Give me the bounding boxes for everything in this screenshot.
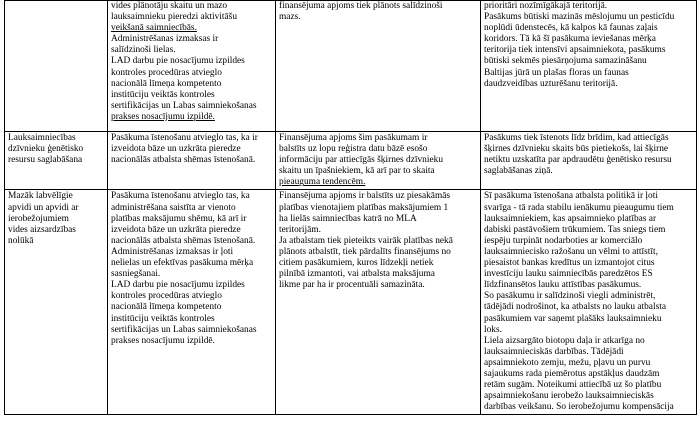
text-line: balstīts uz lopu reģistra datu bāzē esošo — [279, 144, 428, 155]
text-line: LAD darbu pie nosacījumu izpildes — [111, 56, 245, 67]
text-line: vides aizsardzības — [8, 224, 76, 235]
text-line: investīciju lauku saimniecībās paredzētos ES — [484, 269, 653, 280]
table-row — [5, 190, 697, 415]
text-line: likme par ha ir procentuāli samazināta. — [279, 280, 425, 291]
text-line: veikšanā saimniecībās. — [111, 23, 197, 34]
text-line: Pasākums tiek īstenots līdz brīdim, kad attiecīgās — [484, 133, 669, 143]
text-line: šķirnes dzīvnieku skaits būs pietiekošs, lai šķirne — [484, 144, 669, 155]
facilitation-cell — [108, 190, 276, 415]
text-line: skaitu un īpašniekiem, kā arī par to skaita — [279, 166, 435, 177]
text-line: nelielas un efektīvas pasākuma mērķa — [111, 258, 254, 269]
text-line: būtiski sekmēs piesārņojuma samazināšanu — [484, 56, 647, 67]
facilitation-cell — [108, 1, 276, 132]
text-line: iespēju turpināt nodarboties ar komerciālo — [484, 235, 643, 246]
text-line: LAD darbu pie nosacījumu izpildes — [111, 280, 245, 291]
text-line: informāciju par attiecīgās šķirnes dzīvnieku — [279, 155, 444, 166]
text-line: sasniegšanai. — [111, 269, 161, 280]
text-line: finansējuma apjoms tiek plānots salīdzinoši — [279, 1, 443, 11]
text-line: prakses nosacījumu izpildē. — [111, 111, 215, 122]
impact-cell — [481, 1, 697, 132]
text-line: piesaistot bankas kredītus un izmantojot citus — [484, 258, 655, 269]
text-line: sajaukums rada piemērotus apstākļus daudzām — [484, 368, 660, 379]
text-line: apvidi un apvidi ar — [8, 202, 79, 213]
text-line: Pasākuma īstenošanu atvieglo tas, ka ir — [111, 133, 258, 143]
text-line: apsaimniekošanu ierobežo lauksaimnieciskās — [484, 391, 654, 402]
impact-cell — [481, 132, 697, 190]
text-line: teritorija tiek intensīvi apsaimniekota, pasākums — [484, 45, 666, 56]
text-line: nacionālā līmeņa kompetento — [111, 78, 222, 89]
text-line: Pasākuma īstenošanu atvieglo tas, ka — [111, 191, 250, 202]
text-line: plānots atbalstīt, tiek pārdalīts finansējums no — [279, 246, 451, 257]
row-label-cell — [5, 190, 108, 415]
text-line: nacionālās atbalsta shēmas īstenošanā. — [111, 235, 256, 246]
text-line: apsaimniekoto zemju, mežu, pļavu un purvu — [484, 357, 651, 368]
text-line: resursu saglabāšana — [8, 155, 83, 166]
text-line: platības vienotajiem platības maksājumiem 1 — [279, 202, 449, 213]
text-line: institūciju veiktās kontroles — [111, 313, 215, 324]
text-line: dzīvnieku ģenētisko — [8, 144, 84, 155]
facilitation-cell — [108, 132, 276, 190]
text-line: līdzfinansētos lauku attīstības pasākumus. — [484, 280, 642, 291]
text-line: Baltijas jūrā un plašas floras un faunas — [484, 67, 629, 78]
text-line: noplūdi ūdenstecēs, kā kalpos kā faunas zaļais — [484, 23, 658, 34]
text-line: Finansējuma apjoms šim pasākumam ir — [279, 133, 428, 143]
text-line: kontroles procedūras atvieglo — [111, 67, 222, 78]
text-line: ierobežojumiem — [8, 213, 69, 224]
text-line: svarīga - tā rada stabilu ienākumu pieaugumu tiem — [484, 202, 674, 213]
text-line: netiktu uzskatīta par apdraudētu ģenētisko resursu — [484, 155, 672, 166]
text-line: salīdzinoši lielas. — [111, 45, 176, 56]
text-line: prakses nosacījumu izpildē. — [111, 335, 215, 346]
row-label-cell — [5, 132, 108, 190]
text-line: Pasākums būtiski mazinās mēslojumu un pesticīdu — [484, 12, 675, 23]
text-line: platības maksājumu shēmu, kā arī ir — [111, 213, 247, 224]
text-line: teritorijām. — [279, 224, 321, 235]
text-line: lauksaimnieciskās darbības. Tādējādi — [484, 346, 624, 357]
text-line: mazs. — [279, 12, 301, 23]
text-line: Administrēšanas izmaksas ir — [111, 34, 219, 45]
text-line: ha lielās saimniecības katrā no MLA — [279, 213, 417, 224]
text-line: vides plānotāju skaitu un mazo — [111, 1, 228, 11]
text-line: koridors. Tā kā šī pasākuma ieviešanas mērķa — [484, 34, 656, 45]
text-line: Lauksaimniecības — [8, 133, 76, 143]
text-line: lauksaimnieku pieredzi aktivitāšu — [111, 12, 238, 23]
funding-cell — [276, 190, 481, 415]
text-line: administrēšana saistīta ar vienoto — [111, 202, 236, 213]
text-line: pilnībā izmantoti, vai atbalsta maksājuma — [279, 269, 435, 280]
text-line: pasākumiem var saņemt plašāks lauksaimnieku — [484, 313, 662, 324]
text-line: izveidota bāze un uzkrāta pieredze — [111, 144, 241, 155]
text-line: izveidota bāze un uzkrāta pieredze — [111, 224, 241, 235]
text-line: nacionālās atbalsta shēmas īstenošanā. — [111, 155, 256, 166]
text-line: prioritāri nozīmīgākajā teritorijā. — [484, 1, 608, 11]
table-row — [5, 1, 697, 132]
text-line: citiem pasākumiem, kuros līdzekļi netiek — [279, 258, 434, 269]
document-table — [4, 0, 697, 415]
text-line: darbības veikšanu. Šo ierobežojumu kompensācija — [484, 402, 674, 413]
text-line: Finansējuma apjoms ir balstīts uz piesakāmās — [279, 191, 451, 202]
text-line: kontroles procedūras atvieglo — [111, 291, 222, 302]
text-line: sertifikācijas un Labas saimniekošanas — [111, 324, 257, 335]
text-line: pieauguma tendencēm. — [279, 177, 366, 188]
text-line: Ja atbalstam tiek pieteikts vairāk platības nekā — [279, 235, 453, 246]
row-label-cell — [5, 1, 108, 132]
text-line: Administrēšanas izmaksas ir ļoti — [111, 246, 234, 257]
impact-cell — [481, 190, 697, 415]
text-line: Šī pasākuma īstenošana atbalsta politikā ir ļoti — [484, 191, 658, 202]
table-row — [5, 132, 697, 190]
text-line: nolūkā — [8, 235, 34, 246]
text-line: sertifikācijas un Labas saimniekošanas — [111, 100, 257, 111]
text-line: Liela aizsargāto biotopu daļa ir atkarīga no — [484, 335, 645, 346]
funding-cell — [276, 1, 481, 132]
text-line: saglabāšanas ziņā. — [484, 166, 553, 177]
text-line: institūciju veiktās kontroles — [111, 89, 215, 100]
text-line: Mazāk labvēlīgie — [8, 191, 73, 202]
text-line: retām sugām. Noteikumi attiecībā uz šo platību — [484, 380, 662, 391]
text-line: daudzveidības uzturēšanu teritorijā. — [484, 78, 618, 89]
text-line: lauksaimniekiem, kas apsaimnieko platības ar — [484, 213, 657, 224]
text-line: dabiski pastāvošiem trūkumiem. Tas sniegs tiem — [484, 224, 666, 235]
text-line: tādējādi nodrošinot, ka atbalsts no lauku atbalsta — [484, 302, 666, 313]
text-line: Šo pasākumu ir salīdzinoši viegli administrēt, — [484, 291, 656, 302]
funding-cell — [276, 132, 481, 190]
text-line: lauksaimniecisko ražošanu un vēlmi to attīstīt, — [484, 246, 658, 257]
text-line: loks. — [484, 324, 502, 335]
text-line: nacionālā līmeņa kompetento — [111, 302, 222, 313]
